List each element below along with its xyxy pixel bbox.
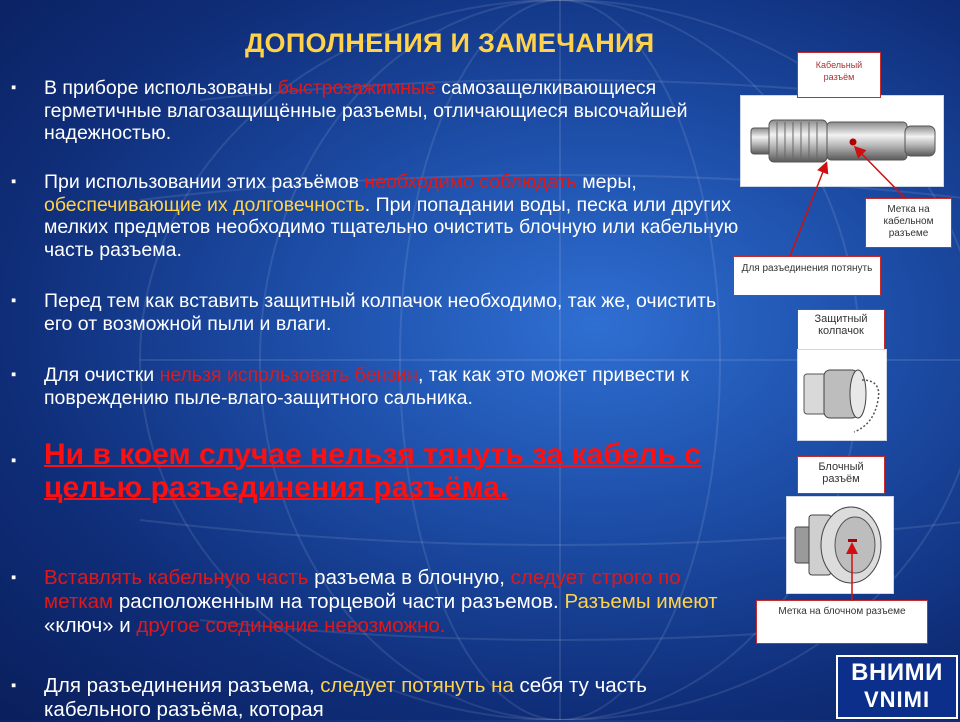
bullet-item bbox=[11, 290, 744, 335]
bullet-text-segment: Перед тем как вставить защитный колпачок необходимо, так же, очистить его от возможной пыли и влаги. bbox=[44, 290, 717, 335]
bullet-text-segment: разъема в блочную, bbox=[308, 566, 511, 589]
bullet-marker: ▪ bbox=[11, 79, 17, 96]
bullet-marker: ▪ bbox=[11, 366, 17, 383]
bullet-marker: ▪ bbox=[11, 173, 17, 190]
logo-line-1: ВНИМИ bbox=[851, 659, 943, 686]
bullet-text-segment: обеспечивающие их долговечность bbox=[44, 193, 365, 216]
protective-cap-label: Защитный колпачок bbox=[797, 309, 885, 351]
bullet-item bbox=[11, 566, 744, 638]
bullet-text-segment: себя ту часть кабельного разъёма, которая bbox=[44, 674, 647, 721]
cable-connector-icon bbox=[741, 96, 943, 186]
logo-line-2: VNIMI bbox=[863, 687, 931, 712]
bullet-text-segment: другое соединение невозможно. bbox=[136, 614, 446, 637]
protective-cap-icon bbox=[798, 350, 886, 440]
bullet-item bbox=[11, 674, 744, 722]
block-mark-label: Метка на блочном разъеме bbox=[756, 600, 928, 644]
bullet-marker: ▪ bbox=[11, 452, 17, 469]
block-connector-photo bbox=[786, 496, 894, 594]
bullet-text-segment: меры, bbox=[576, 171, 637, 193]
bullet-text-segment: быстрозажимные bbox=[277, 77, 436, 99]
bullet-marker: ▪ bbox=[11, 292, 17, 309]
bullet-marker: ▪ bbox=[11, 677, 17, 694]
protective-cap-photo bbox=[797, 349, 887, 441]
bullet-text-segment: Вставлять кабельную часть bbox=[44, 566, 309, 589]
bullet-text-segment: следует потянуть на bbox=[320, 674, 514, 697]
cable-mark-label: Метка на кабельном разъеме bbox=[865, 198, 952, 248]
block-connector-label: Блочный разъём bbox=[797, 456, 885, 494]
bullet-item bbox=[11, 77, 744, 145]
bullet-text-segment: Разъемы имеют bbox=[564, 590, 718, 613]
bullet-marker: ▪ bbox=[11, 569, 17, 586]
bullet-text-segment: необходимо соблюдать bbox=[364, 171, 577, 193]
cable-connector-label: Кабельный разъём bbox=[797, 52, 881, 98]
bullet-item bbox=[11, 364, 744, 409]
bullet-text-segment: Для разъединения разъема, bbox=[44, 674, 321, 697]
bullet-text-segment: самозащелкивающиеся герметичные влагозащищённые разъемы, отличающиеся высочайшей надежностью. bbox=[44, 77, 688, 144]
vnimi-logo bbox=[836, 655, 958, 719]
bullet-item bbox=[11, 171, 744, 261]
page-title: ДОПОЛНЕНИЯ И ЗАМЕЧАНИЯ bbox=[245, 28, 655, 58]
cable-connector-photo bbox=[740, 95, 944, 187]
warning-text: ▪ Ни в коем случае нельзя тянуть за кабель с целью разъединения разъёма. bbox=[11, 438, 701, 504]
block-connector-icon bbox=[787, 497, 893, 593]
bullet-text-segment: В приборе использованы bbox=[44, 77, 278, 99]
pull-to-disconnect-label: Для разъединения потянуть bbox=[733, 256, 881, 296]
bullet-text-segment: расположенным на торцевой части разъемов. bbox=[113, 590, 565, 613]
bullet-text-segment: . При попадании воды, песка или других мелких предметов необходимо тщательно очистить блочную или кабельную часть разъема. bbox=[44, 193, 739, 261]
bullet-text-segment: , так как это может привести к повреждению пыле-влаго-защитного сальника. bbox=[44, 364, 689, 409]
bullet-text-segment: «ключ» и bbox=[44, 614, 137, 637]
bullet-text-segment: При использовании этих разъёмов bbox=[44, 171, 365, 193]
bullet-text-segment: следует строго по меткам bbox=[44, 566, 681, 613]
bullet-text-segment: нельзя использовать бензин bbox=[159, 364, 418, 386]
bullet-text-segment: Для очистки bbox=[44, 364, 160, 386]
